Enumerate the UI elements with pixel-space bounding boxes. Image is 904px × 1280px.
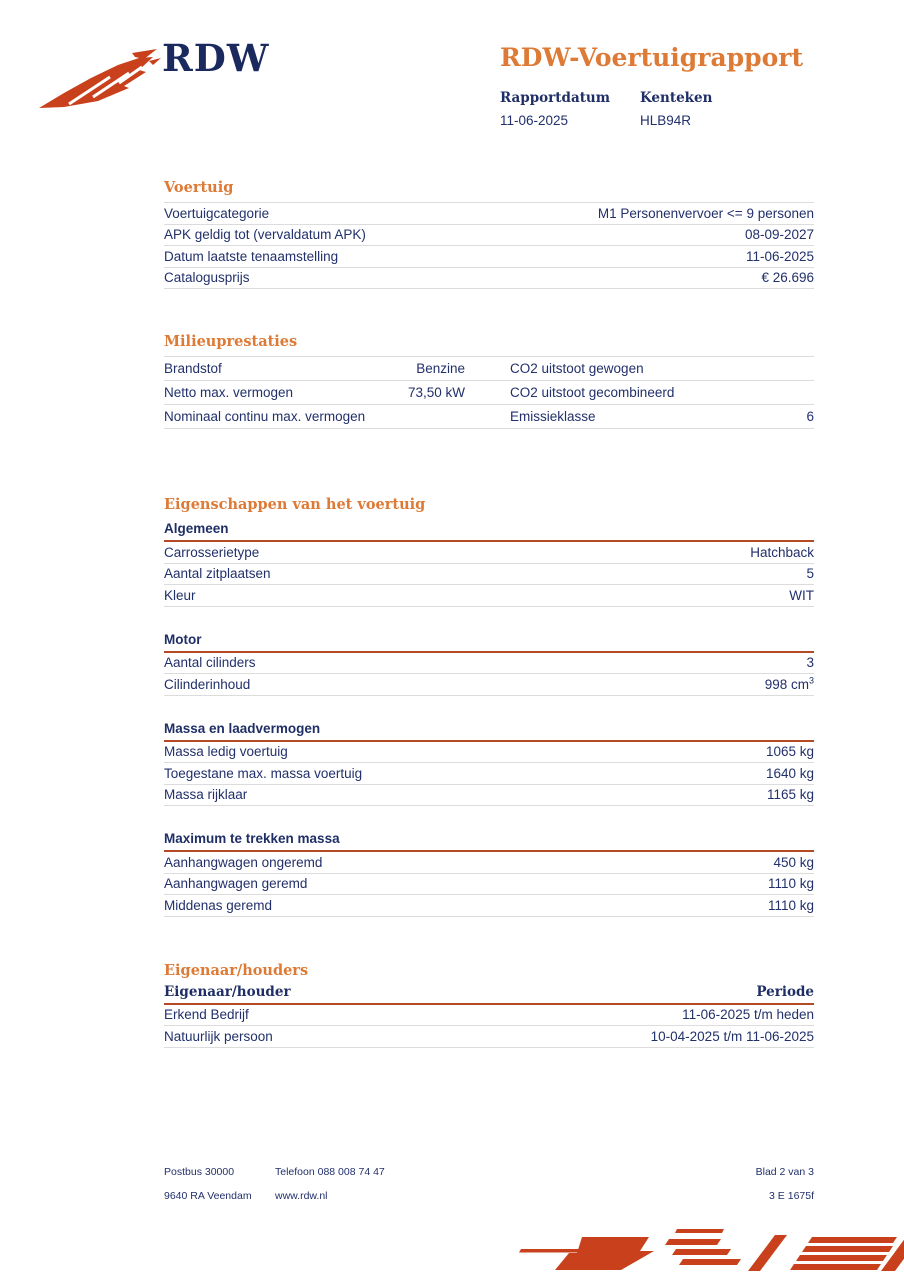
- column-header-period: Periode: [756, 983, 814, 1000]
- row-label: Voertuigcategorie: [164, 205, 270, 221]
- row-label: Brandstof: [164, 361, 222, 376]
- section-milieuprestaties: [164, 334, 814, 429]
- section-milieuprestaties-title: Milieuprestaties: [164, 333, 298, 350]
- table-row: [164, 357, 814, 381]
- table-row: [164, 785, 814, 807]
- row-label: Massa ledig voertuig: [164, 744, 288, 760]
- row-value: WIT: [789, 587, 814, 603]
- subsection-trekken-title: Maximum te trekken massa: [164, 831, 814, 852]
- table-row: [164, 203, 814, 225]
- section-voertuig-title: Voertuig: [164, 179, 234, 196]
- row-value: 450 kg: [773, 854, 814, 870]
- algemeen-rows: [164, 542, 814, 607]
- table-row: [164, 564, 814, 586]
- footer-website: www.rdw.nl: [275, 1190, 328, 1202]
- row-value: 1110 kg: [767, 897, 814, 913]
- row-value: 6: [806, 409, 814, 424]
- row-label: Cilinderinhoud: [164, 676, 251, 692]
- rdw-logo-text: RDW: [162, 36, 270, 80]
- table-row: [164, 763, 814, 785]
- superscript: 3: [808, 675, 814, 686]
- table-row: [164, 874, 814, 896]
- table-row: [164, 1005, 814, 1027]
- row-label: Erkend Bedrijf: [164, 1007, 249, 1023]
- row-label: CO2 uitstoot gewogen: [510, 361, 644, 376]
- row-value: 1165 kg: [766, 787, 814, 803]
- subsection-algemeen: [164, 521, 814, 607]
- subsection-algemeen-title: Algemeen: [164, 521, 814, 542]
- row-label: Datum laatste tenaamstelling: [164, 248, 339, 264]
- row-label: Aantal zitplaatsen: [164, 566, 271, 582]
- row-label: CO2 uitstoot gecombineerd: [510, 385, 675, 400]
- subsection-motor-title: Motor: [164, 632, 814, 653]
- section-eigenschappen-title: Eigenschappen van het voertuig: [164, 496, 426, 513]
- table-row: [164, 542, 814, 564]
- rdw-feather-logo-icon: [36, 46, 161, 119]
- row-label: Netto max. vermogen: [164, 385, 294, 400]
- row-value: 08-09-2027: [744, 227, 814, 243]
- table-row: [164, 268, 814, 290]
- row-label: Middenas geremd: [164, 897, 273, 913]
- table-row: [164, 653, 814, 675]
- rdw-stripes-graphic-icon: [509, 1229, 904, 1280]
- table-row: [164, 742, 814, 764]
- table-row: [164, 895, 814, 917]
- milieuprestaties-rows: [164, 356, 814, 429]
- row-value: 73,50 kW: [407, 385, 465, 400]
- footer-line-1: [164, 1166, 814, 1179]
- table-row: [164, 381, 814, 405]
- motor-rows: [164, 653, 814, 696]
- row-value: 1065 kg: [765, 744, 814, 760]
- table-row: [164, 585, 814, 607]
- report-body: [164, 180, 814, 1048]
- subsection-massa-title: Massa en laadvermogen: [164, 721, 814, 742]
- table-row: [164, 246, 814, 268]
- kenteken-block: [640, 90, 780, 128]
- row-label: Natuurlijk persoon: [164, 1028, 273, 1044]
- row-label: Aanhangwagen ongeremd: [164, 854, 323, 870]
- row-label: Emissieklasse: [510, 409, 596, 424]
- row-value: M1 Personenvervoer <= 9 personen: [597, 205, 814, 221]
- rapportdatum-value: 11-06-2025: [500, 113, 569, 128]
- rapportdatum-label: Rapportdatum: [500, 90, 611, 106]
- eigenaar-column-headers: [164, 985, 814, 1005]
- row-label: Nominaal continu max. vermogen: [164, 409, 366, 424]
- kenteken-label: Kenteken: [640, 90, 713, 106]
- row-value: 11-06-2025: [745, 248, 814, 264]
- row-value: Hatchback: [750, 544, 814, 560]
- footer-line-2: [164, 1190, 814, 1203]
- section-eigenschappen: [164, 497, 814, 917]
- section-eigenaar: [164, 963, 814, 1048]
- footer-doc-code: 3 E 1675f: [769, 1190, 814, 1202]
- row-value: 11-06-2025 t/m heden: [682, 1007, 814, 1023]
- table-row: [164, 1026, 814, 1048]
- page-title: RDW-Voertuigrapport: [500, 43, 804, 72]
- page-footer: [164, 1166, 814, 1214]
- subsection-trekken: [164, 831, 814, 917]
- table-row: [164, 225, 814, 247]
- table-row: [164, 674, 814, 696]
- footer-address-2: 9640 RA Veendam: [164, 1190, 252, 1202]
- row-label: Toegestane max. massa voertuig: [164, 765, 363, 781]
- footer-address-1: Postbus 30000: [164, 1166, 235, 1178]
- row-value: 998 $cm^3$: [764, 675, 814, 692]
- row-value: 5: [806, 566, 814, 582]
- subsection-motor: [164, 632, 814, 696]
- report-header: [500, 42, 816, 128]
- row-value: Benzine: [416, 361, 465, 376]
- row-label: Aantal cilinders: [164, 655, 256, 671]
- report-meta: [500, 90, 816, 128]
- voertuig-rows: [164, 202, 814, 289]
- row-label: Carrosserietype: [164, 544, 260, 560]
- section-voertuig: [164, 180, 814, 289]
- massa-rows: [164, 742, 814, 807]
- table-row: [164, 405, 814, 429]
- section-eigenaar-title: Eigenaar/houders: [164, 961, 309, 979]
- footer-phone: Telefoon 088 008 74 47: [275, 1166, 385, 1178]
- table-row: [164, 852, 814, 874]
- row-value: € 26.696: [761, 270, 814, 286]
- row-value: 1640 kg: [765, 765, 814, 781]
- row-label: Catalogusprijs: [164, 270, 250, 286]
- row-label: Kleur: [164, 587, 196, 603]
- footer-page-number: Blad 2 van 3: [755, 1166, 814, 1178]
- kenteken-value: HLB94R: [640, 113, 692, 128]
- row-label: Aanhangwagen geremd: [164, 876, 308, 892]
- column-header-owner: Eigenaar/houder: [164, 983, 291, 1000]
- row-value: 1110 kg: [767, 876, 814, 892]
- eigenaar-rows: [164, 1005, 814, 1048]
- row-label: Massa rijklaar: [164, 787, 248, 803]
- row-value: 10-04-2025 t/m 11-06-2025: [650, 1028, 814, 1044]
- trekken-rows: [164, 852, 814, 917]
- rapportdatum-block: [500, 90, 640, 128]
- row-label: APK geldig tot (vervaldatum APK): [164, 227, 366, 243]
- row-value: 3: [806, 655, 814, 671]
- subsection-massa: [164, 721, 814, 807]
